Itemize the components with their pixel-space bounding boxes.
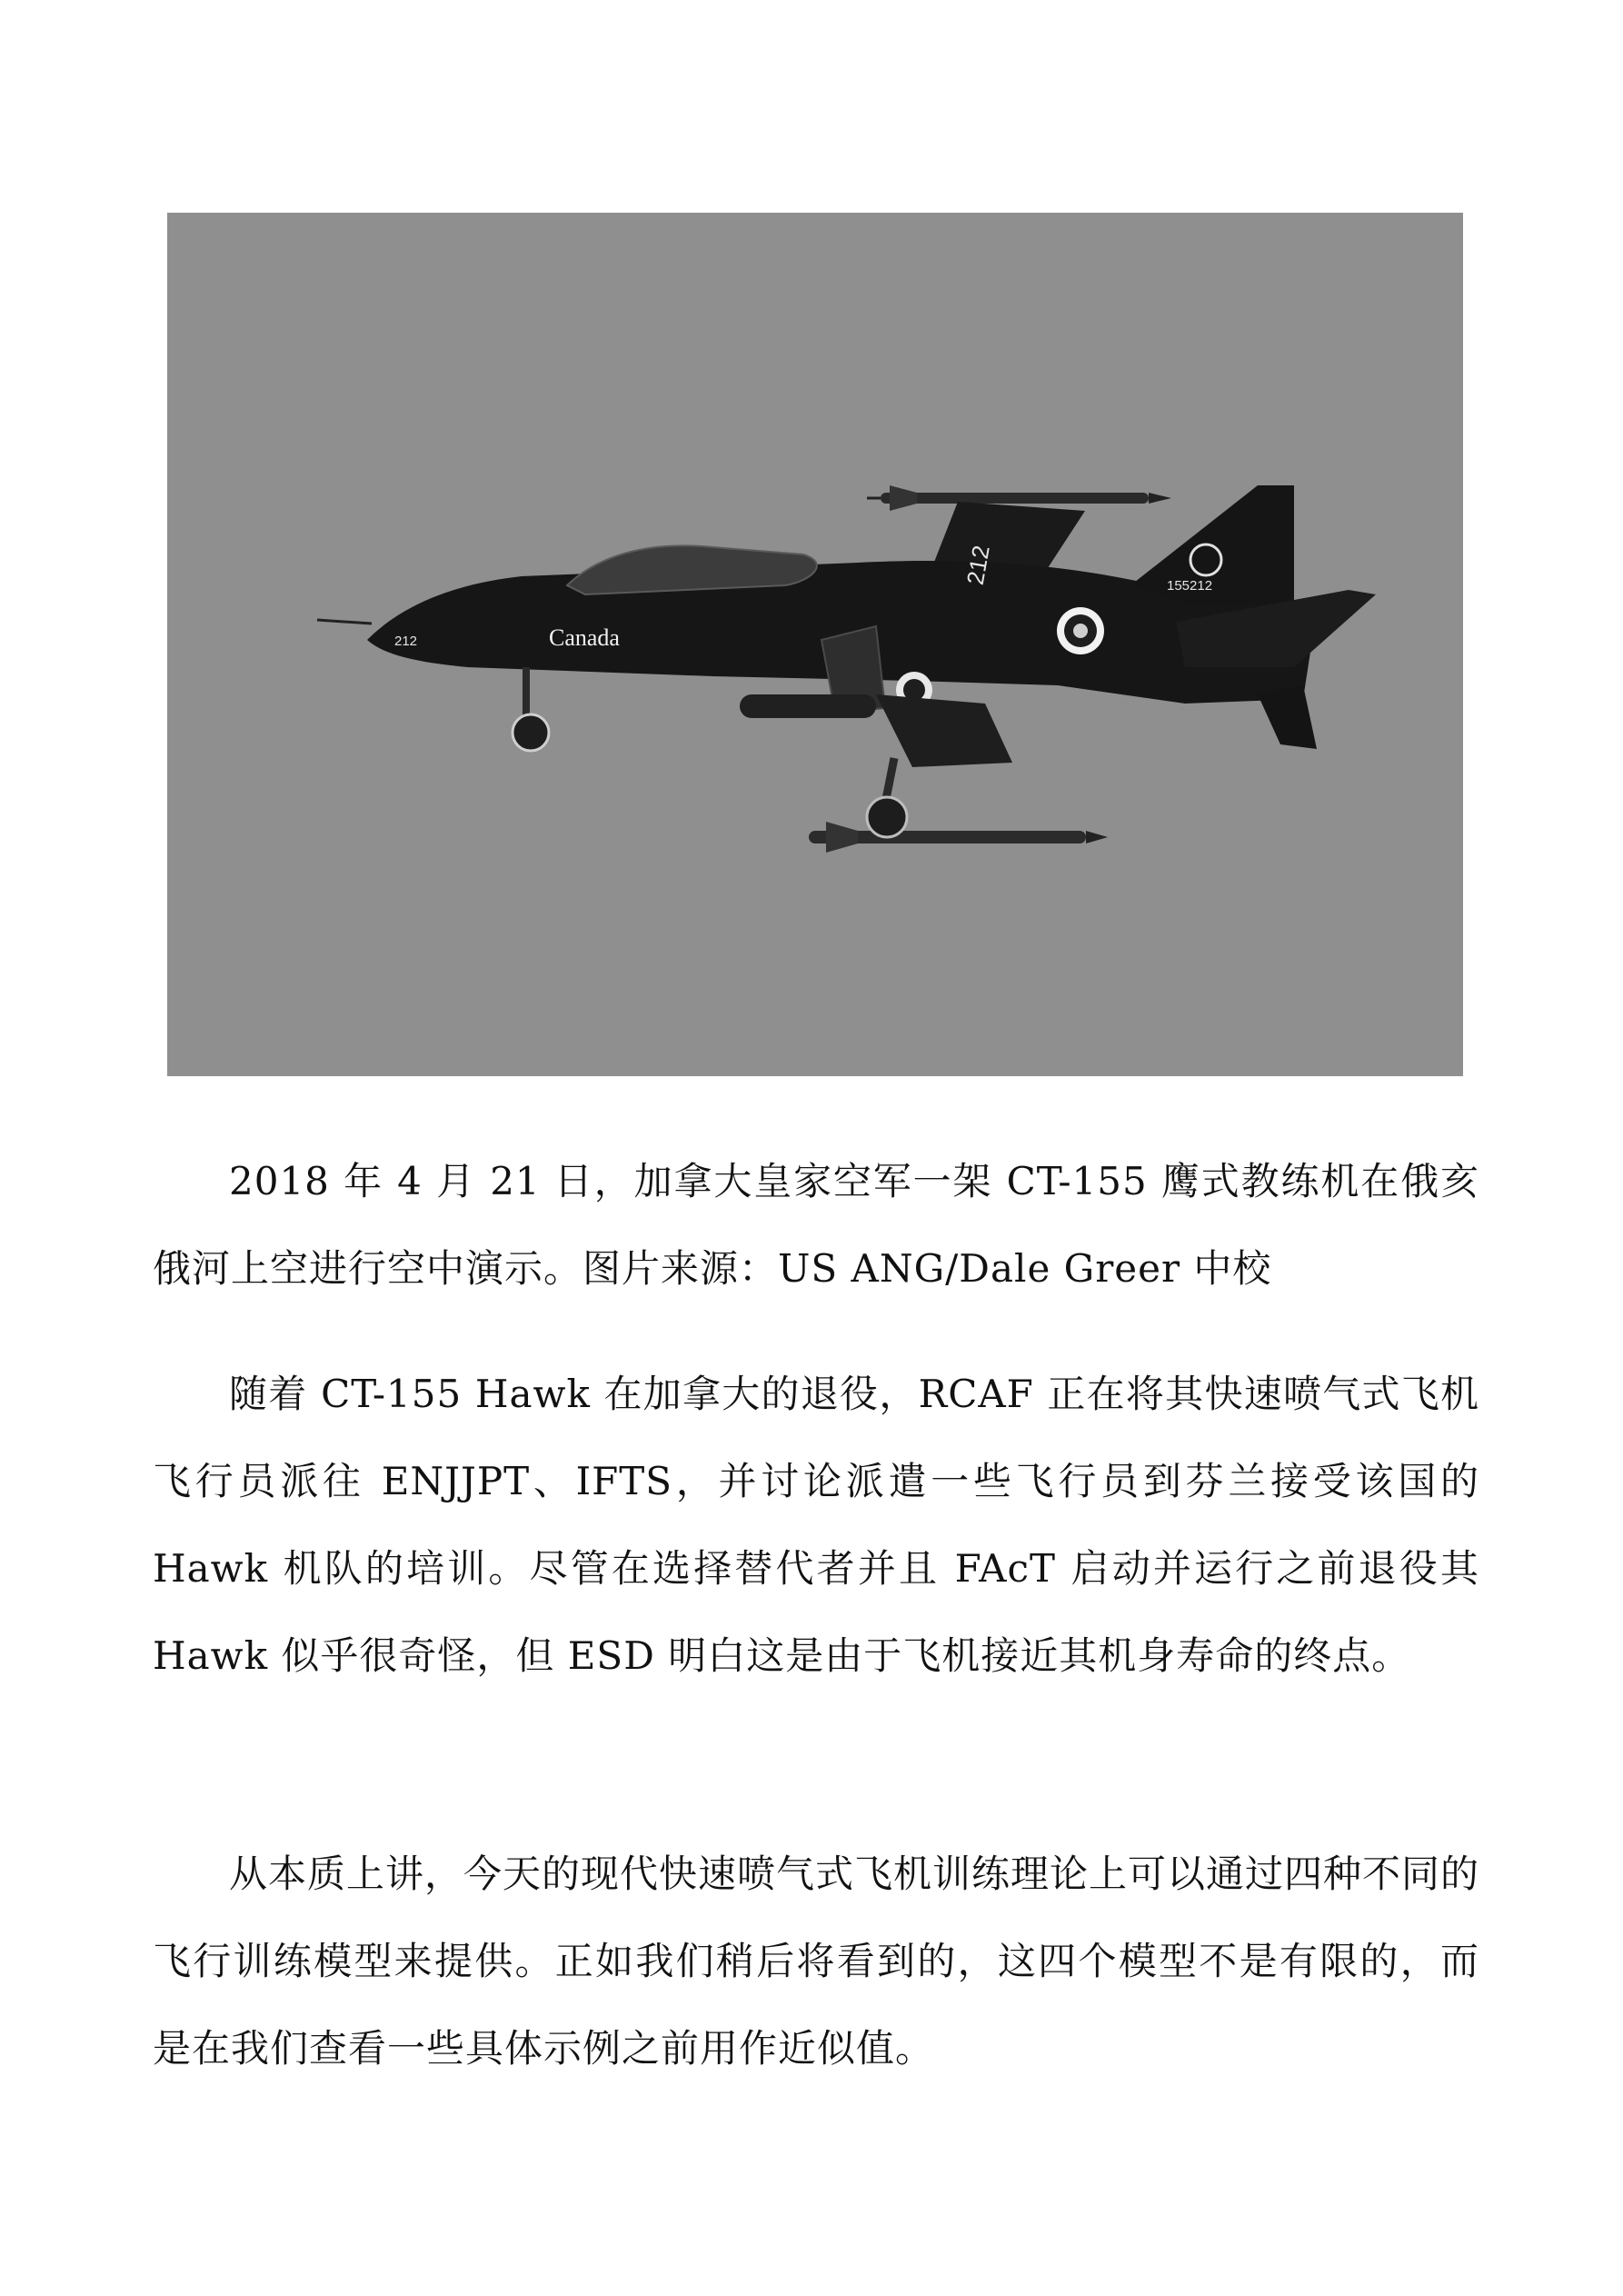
body-paragraph: 从本质上讲，今天的现代快速喷气式飞机训练理论上可以通过四种不同的飞行训练模型来提供。正如我们稍后将看到的，这四个模型不是有限的，而是在我们查看一些具体示例之前用作近似值。: [153, 1852, 1480, 2071]
fuselage-text: Canada: [549, 624, 620, 651]
aircraft-photo: [167, 213, 1463, 1076]
drop-tank: [740, 694, 876, 718]
serial-number: 155212: [1167, 578, 1213, 594]
body-paragraph: 随着 CT-155 Hawk 在加拿大的退役，RCAF 正在将其快速喷气式飞机飞行员派往 ENJJPT、IFTS，并讨论派遣一些飞行员到芬兰接受该国的 Hawk 机队的培训。尽管在选择替代者并且 FAcT 启动并运行之前退役其 Hawk 似乎很奇怪，但 ESD 明白这是由于飞机接近其机身寿命的终点。: [153, 1372, 1479, 1678]
nose-number: 212: [394, 634, 418, 649]
image-caption: 2018 年 4 月 21 日，加拿大皇家空军一架 CT-155 鹰式教练机在俄亥俄河上空进行空中演示。图片来源：US ANG/Dale Greer 中校: [153, 1159, 1479, 1291]
tail-number: 212: [961, 543, 995, 587]
